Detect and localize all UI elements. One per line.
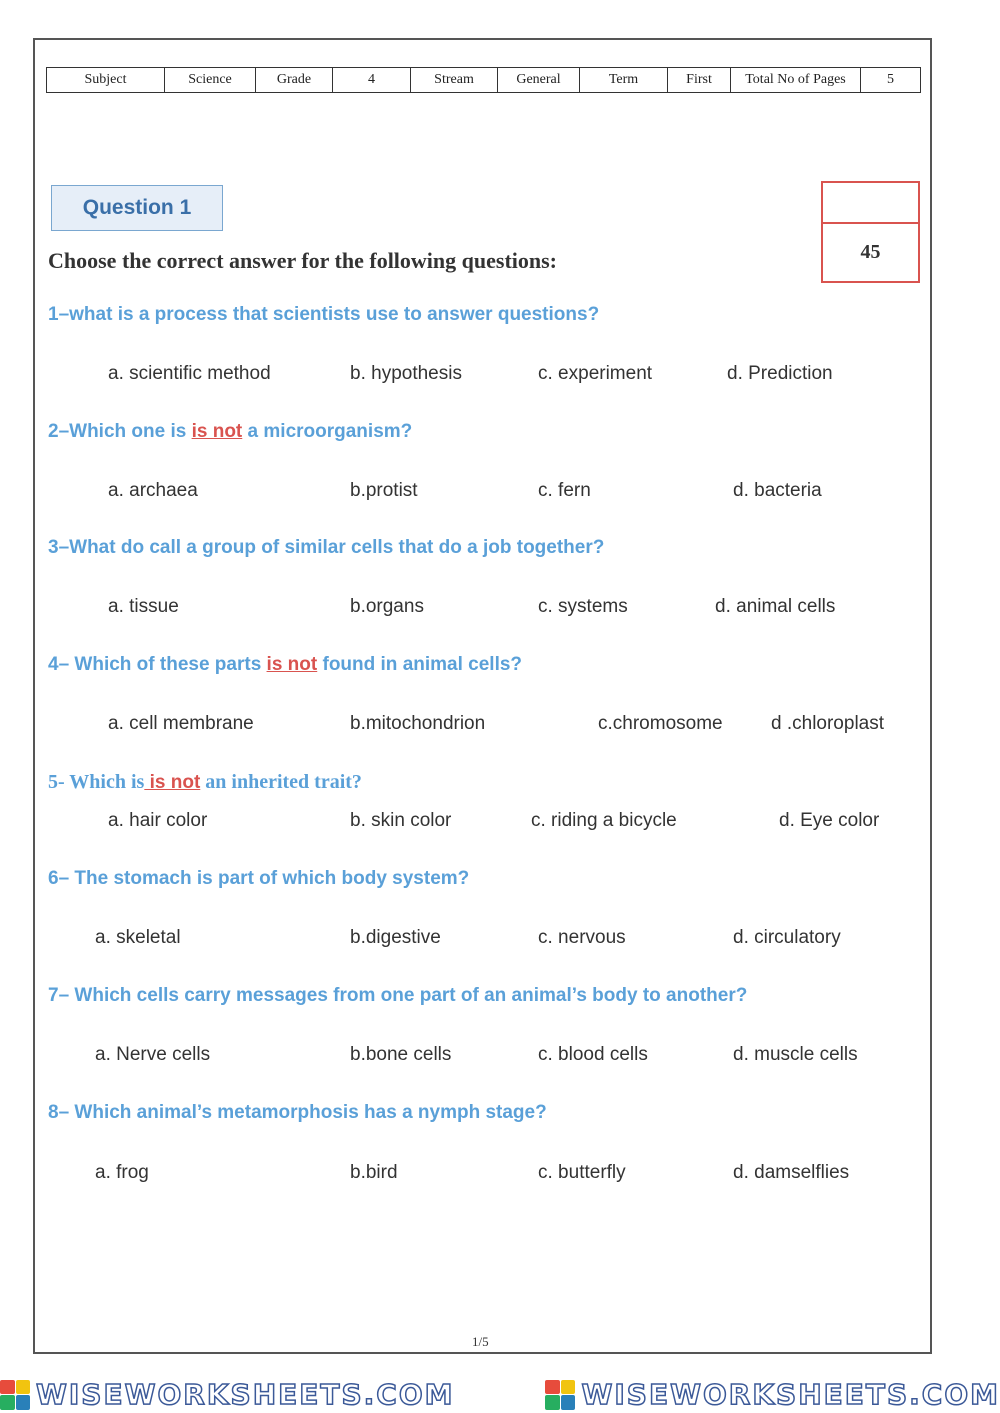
option-b[interactable]: b.bone cells	[350, 1044, 452, 1065]
header-cell-pages-value: 5	[861, 68, 921, 93]
option-d[interactable]: d. Eye color	[779, 810, 880, 831]
option-d[interactable]: d. Prediction	[727, 363, 833, 384]
question-3	[48, 537, 604, 559]
option-d[interactable]: d. animal cells	[715, 596, 836, 617]
option-b[interactable]: b.mitochondrion	[350, 713, 486, 734]
question-4	[48, 654, 522, 676]
option-d[interactable]: d. muscle cells	[733, 1044, 858, 1065]
score-box	[821, 181, 920, 283]
question-text: 2–Which one is	[48, 421, 192, 442]
question-text: 1–what is a process that scientists use to answer questions?	[48, 304, 600, 325]
instructions-heading: Choose the correct answer for the following questions:	[48, 248, 558, 273]
option-c[interactable]: c. butterfly	[538, 1162, 626, 1183]
question-text: 3–What do call a group of similar cells that do a job together?	[48, 537, 605, 558]
question-text-end: found in animal cells?	[317, 654, 523, 675]
option-c[interactable]: c. systems	[538, 596, 628, 617]
page-number: 1/5	[472, 1334, 489, 1349]
watermark-right	[545, 1378, 1000, 1411]
watermark-text: WISEWORKSHEETS.COM	[36, 1378, 455, 1411]
header-cell-subject-value: Science	[165, 68, 256, 93]
negation-emphasis: is not	[191, 421, 243, 442]
option-c[interactable]: c.chromosome	[598, 713, 723, 734]
option-b[interactable]: b.bird	[350, 1162, 398, 1183]
header-cell-stream-value: General	[498, 68, 580, 93]
header-cell-stream-label: Stream	[411, 68, 498, 93]
question-text: 7– Which cells carry messages from one part of an animal’s body to another?	[48, 985, 748, 1006]
question-text: 6– The stomach is part of which body system?	[48, 868, 470, 889]
option-b[interactable]: b. hypothesis	[350, 363, 462, 384]
watermark-left	[0, 1378, 455, 1411]
option-c[interactable]: c. nervous	[538, 927, 626, 948]
option-b[interactable]: b.digestive	[350, 927, 441, 948]
question-5	[48, 771, 362, 794]
section-title-tab: Question 1	[51, 185, 223, 231]
watermark-logo-icon	[545, 1380, 575, 1410]
header-cell-grade-label: Grade	[256, 68, 333, 93]
option-a[interactable]: a. scientific method	[108, 363, 271, 384]
question-text-end: an inherited trait?	[200, 771, 362, 793]
watermark-text: WISEWORKSHEETS.COM	[581, 1378, 1000, 1411]
option-b[interactable]: b.protist	[350, 480, 418, 501]
watermark-footer	[0, 1376, 1000, 1413]
question-6	[48, 868, 469, 890]
header-cell-pages-label: Total No of Pages	[731, 68, 861, 93]
header-info-table	[46, 67, 921, 93]
option-b[interactable]: b.organs	[350, 596, 424, 617]
option-a[interactable]: a. cell membrane	[108, 713, 254, 734]
question-7	[48, 985, 747, 1007]
option-d[interactable]: d. damselflies	[733, 1162, 850, 1183]
negation-emphasis: is not	[144, 772, 201, 793]
option-a[interactable]: a. hair color	[108, 810, 208, 831]
score-total: 45	[860, 241, 881, 263]
score-empty-cell	[823, 183, 918, 224]
option-a[interactable]: a. frog	[95, 1162, 149, 1183]
header-cell-term-label: Term	[580, 68, 668, 93]
negation-emphasis: is not	[266, 654, 318, 675]
option-a[interactable]: a. Nerve cells	[95, 1044, 211, 1065]
option-a[interactable]: a. tissue	[108, 596, 179, 617]
option-c[interactable]: c. fern	[538, 480, 591, 501]
option-c[interactable]: c. experiment	[538, 363, 653, 384]
header-row	[47, 68, 921, 93]
header-cell-grade-value: 4	[333, 68, 411, 93]
option-a[interactable]: a. skeletal	[95, 927, 181, 948]
question-8	[48, 1102, 547, 1124]
page-frame	[33, 38, 932, 1354]
option-d[interactable]: d. bacteria	[733, 480, 822, 501]
question-text: 4– Which of these parts	[48, 654, 267, 675]
header-cell-subject-label: Subject	[47, 68, 165, 93]
question-2	[48, 421, 412, 443]
option-a[interactable]: a. archaea	[108, 480, 198, 501]
question-1	[48, 304, 599, 326]
option-c[interactable]: c. riding a bicycle	[531, 810, 677, 831]
question-text: 5- Which is	[48, 771, 145, 793]
question-text-end: a microorganism?	[242, 421, 413, 442]
option-b[interactable]: b. skin color	[350, 810, 452, 831]
option-d[interactable]: d .chloroplast	[771, 713, 885, 734]
question-text: 8– Which animal’s metamorphosis has a nymph stage?	[48, 1102, 547, 1123]
watermark-logo-icon	[0, 1380, 30, 1410]
header-cell-term-value: First	[668, 68, 731, 93]
option-d[interactable]: d. circulatory	[733, 927, 841, 948]
option-c[interactable]: c. blood cells	[538, 1044, 648, 1065]
